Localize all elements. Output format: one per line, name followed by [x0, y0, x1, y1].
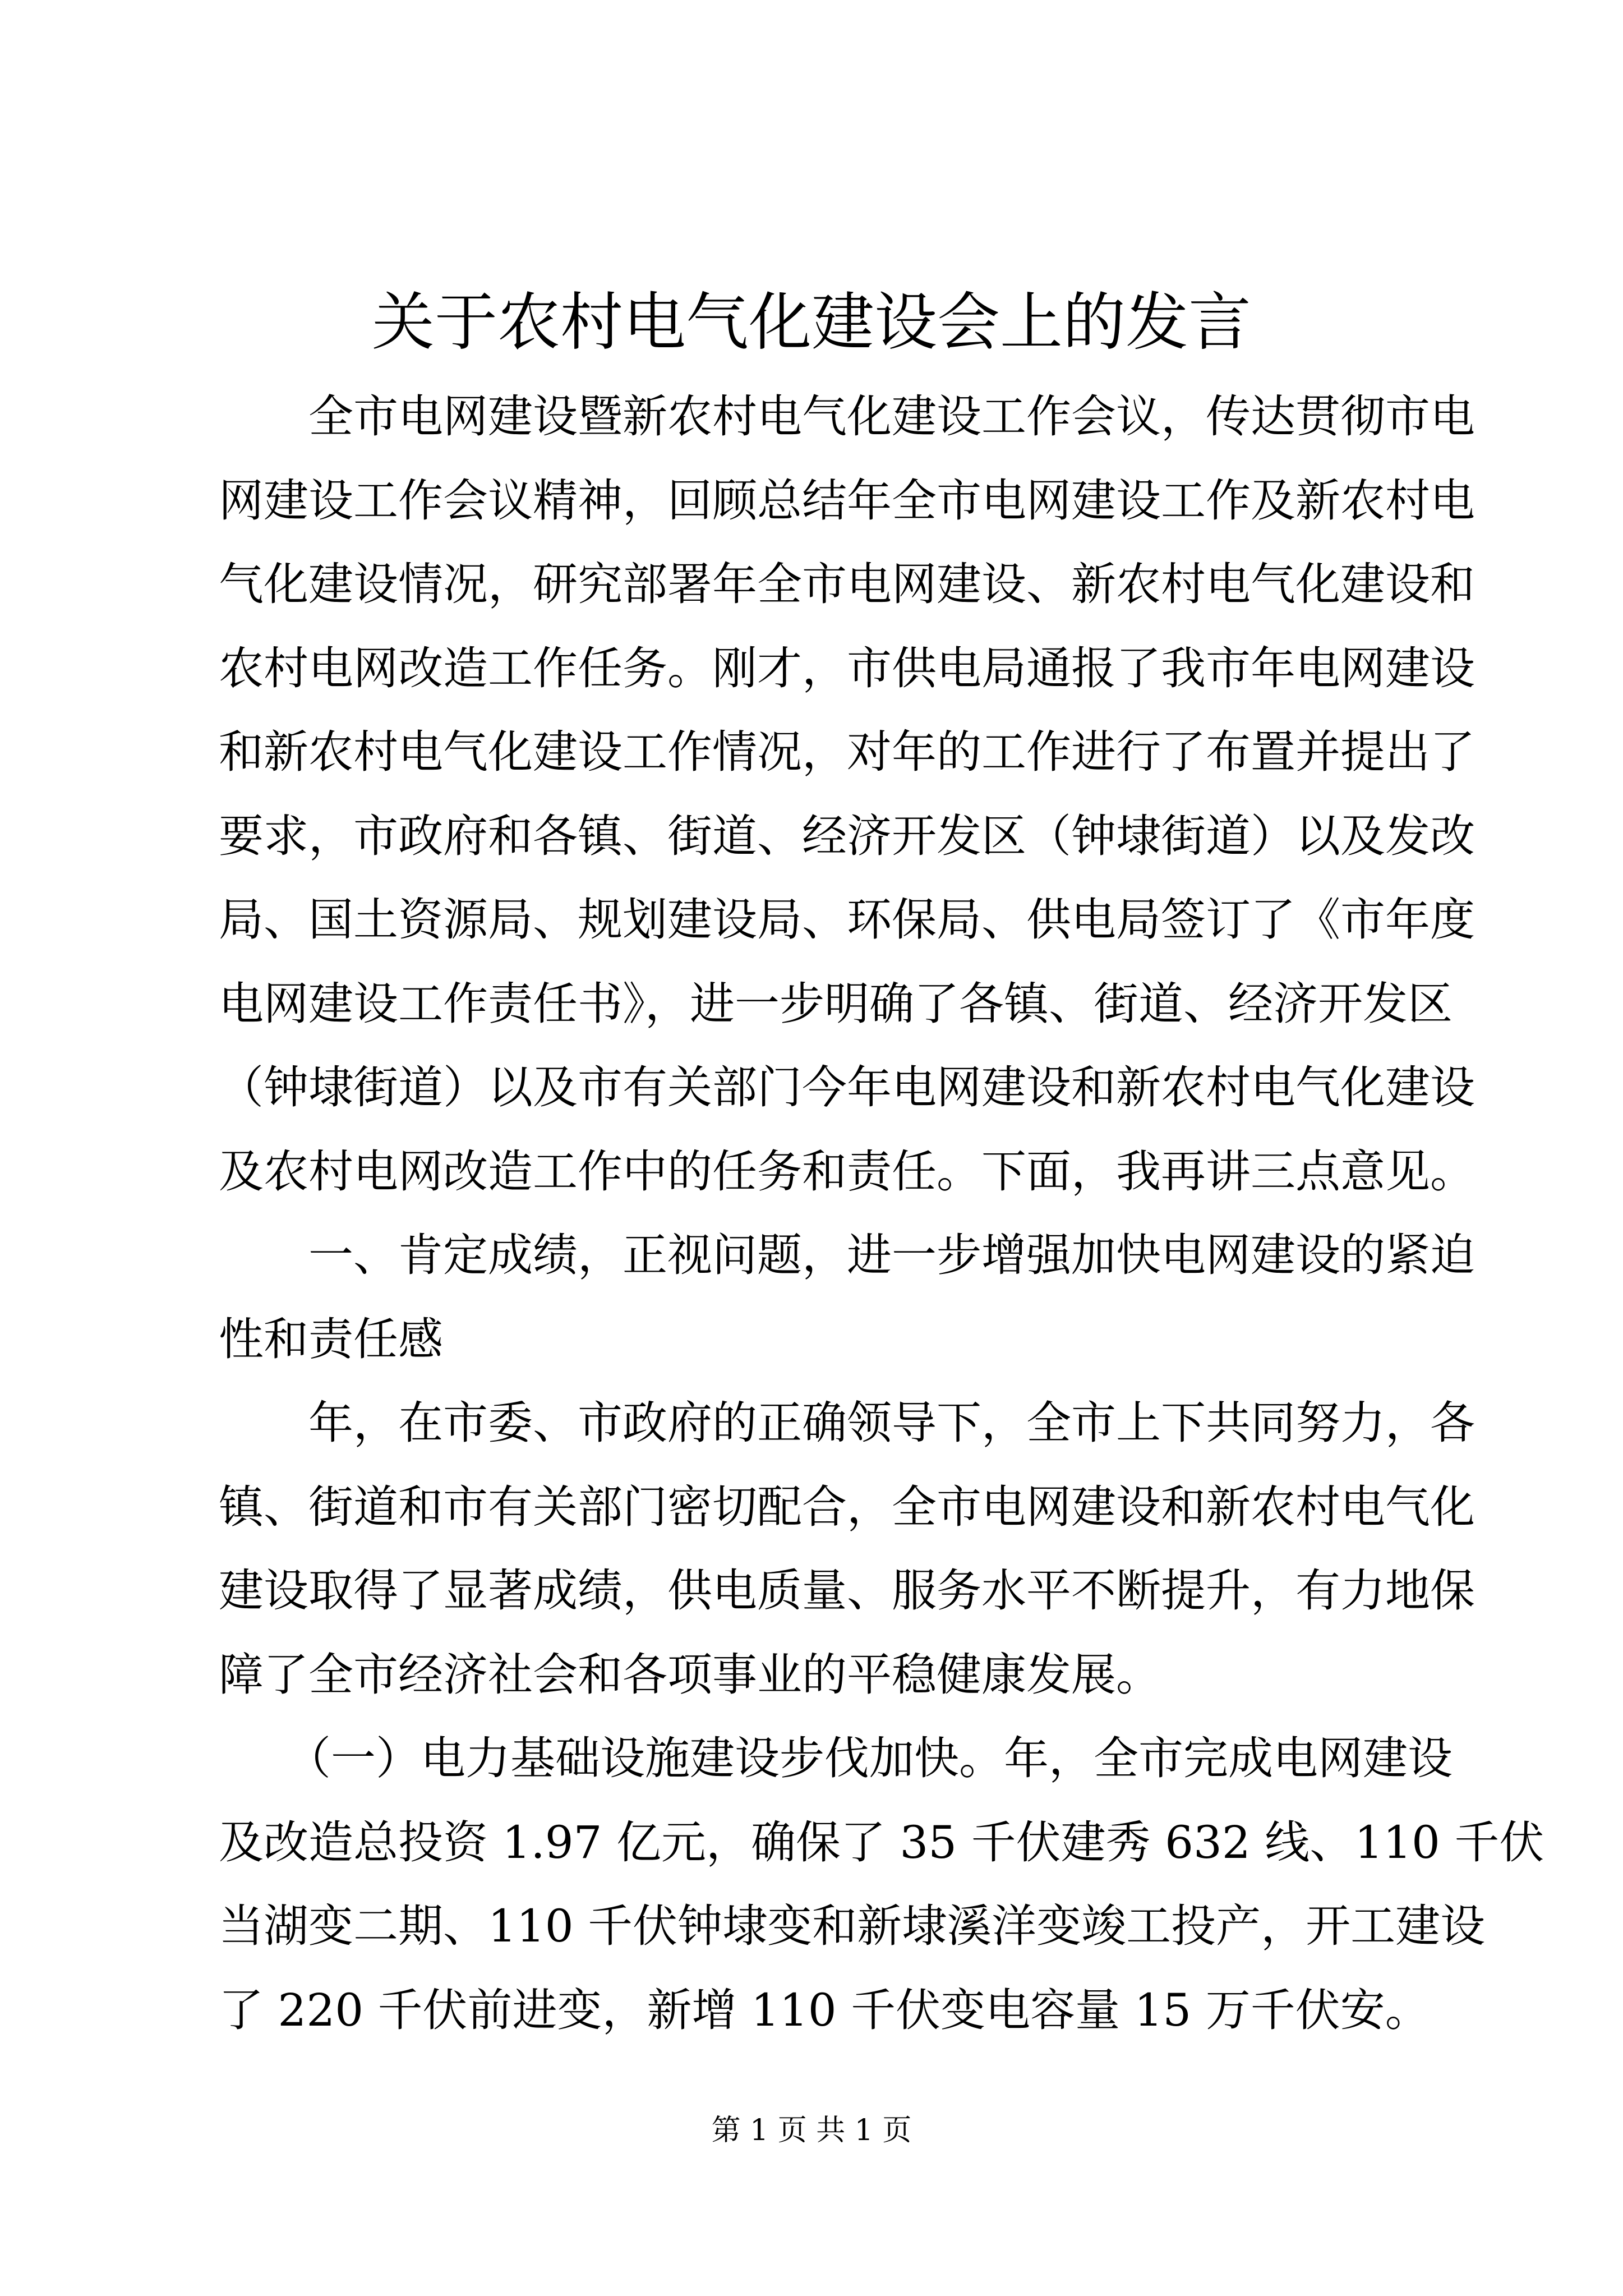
text-line: 镇、街道和市有关部门密切配合，全市电网建设和新农村电气化 — [219, 1480, 1475, 1533]
document-body — [219, 375, 1544, 2052]
text-line: 局、国土资源局、规划建设局、环保局、供电局签订了《市年度 — [219, 894, 1475, 946]
text-line: 建设取得了显著成绩，供电质量、服务水平不断提升，有力地保 — [219, 1565, 1475, 1617]
document-title: 关于农村电气化建设会上的发言 — [372, 286, 1251, 359]
text-line: 障了全市经济社会和各项事业的平稳健康发展。 — [219, 1648, 1161, 1701]
text-line: 全市电网建设暨新农村电气化建设工作会议，传达贯彻市电 — [219, 390, 1475, 443]
text-line: 电网建设工作责任书》，进一步明确了各镇、街道、经济开发区 — [219, 977, 1453, 1030]
text-line: 及改造总投资 1.97 亿元，确保了 35 千伏建秀 632 线、110 千伏 — [219, 1816, 1544, 1869]
text-line: 当湖变二期、110 千伏钟埭变和新埭溪洋变竣工投产，开工建设 — [219, 1900, 1486, 1952]
text-line: （一）电力基础设施建设步伐加快。年，全市完成电网建设 — [219, 1732, 1453, 1784]
text-line: （钟埭街道）以及市有关部门今年电网建设和新农村电气化建设 — [219, 1061, 1475, 1114]
text-line: 要求，市政府和各镇、街道、经济开发区（钟埭街道）以及发改 — [219, 809, 1475, 862]
page-number-footer: 第 1 页 共 1 页 — [711, 2114, 912, 2147]
section-heading-line: 一、肯定成绩，正视问题，进一步增强加快电网建设的紧迫 — [219, 1229, 1475, 1281]
text-line: 年，在市委、市政府的正确领导下，全市上下共同努力，各 — [219, 1397, 1475, 1449]
text-line: 了 220 千伏前进变，新增 110 千伏变电容量 15 万千伏安。 — [219, 1984, 1430, 2036]
text-line: 及农村电网改造工作中的任务和责任。下面，我再讲三点意见。 — [219, 1145, 1475, 1198]
text-line: 农村电网改造工作任务。刚才，市供电局通报了我市年电网建设 — [219, 642, 1475, 694]
text-line: 和新农村电气化建设工作情况，对年的工作进行了布置并提出了 — [219, 726, 1475, 778]
text-line: 网建设工作会议精神，回顾总结年全市电网建设工作及新农村电 — [219, 474, 1475, 527]
section-heading-line: 性和责任感 — [219, 1313, 443, 1365]
text-line: 气化建设情况，研究部署年全市电网建设、新农村电气化建设和 — [219, 558, 1475, 610]
